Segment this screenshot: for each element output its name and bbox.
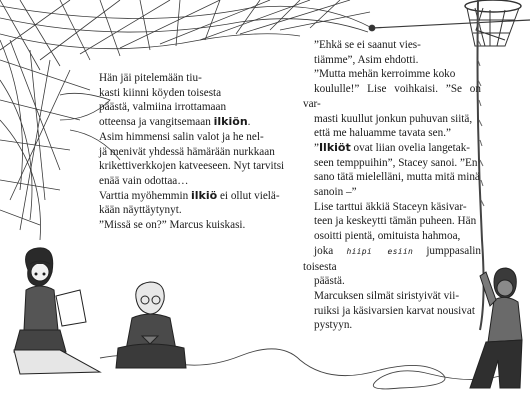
- paragraph: [88, 71, 288, 130]
- text-run: Varttia myöhemmin: [99, 189, 191, 202]
- text-line: [303, 38, 481, 53]
- girl-with-paper: [14, 248, 100, 374]
- text-run: päästä.: [314, 275, 345, 288]
- text-run: sano tätä mielelläni, mutta mitä minä: [314, 171, 480, 184]
- text-line: [303, 244, 481, 274]
- text-line: [303, 289, 481, 304]
- paragraph: [303, 67, 481, 141]
- text-run: masti kuullut jonkun puhuvan siitä,: [314, 112, 473, 125]
- text-run: otteensa ja vangitsemaan: [99, 116, 214, 129]
- text-line: [88, 86, 288, 101]
- text-run: päästä, valmiina irrottamaan: [99, 101, 227, 114]
- text-line: [303, 274, 481, 289]
- text-run: .: [247, 116, 251, 129]
- text-run: koululle!” Lise voihkaisi. ”Se on var-: [303, 83, 481, 110]
- text-run: seen temppuihin”, Stacey sanoi. ”En: [314, 156, 478, 169]
- text-run: pystyyn.: [314, 319, 353, 332]
- text-line: [303, 214, 481, 229]
- text-run: Marcuksen silmät siristyivät vii-: [314, 289, 460, 302]
- boy-with-glasses: [116, 282, 186, 368]
- paragraph: [303, 200, 481, 289]
- text-line: [88, 145, 288, 160]
- text-line: [88, 203, 288, 218]
- paragraph: [303, 289, 481, 333]
- text-run: kasti kiinni köyden toisesta: [99, 86, 222, 99]
- text-run: Asim himmensi salin valot ja he nel-: [99, 130, 264, 143]
- emphasized-word: Ilkiöt: [318, 140, 351, 154]
- text-run: enää vain odottaa…: [99, 174, 189, 187]
- text-line: [88, 71, 288, 86]
- emphasized-word: ilkiön: [213, 115, 248, 129]
- text-line: [88, 115, 288, 130]
- text-run: osoitti pientä, omituista hahmoa,: [314, 230, 461, 243]
- text-line: [88, 130, 288, 145]
- text-run: että me haluamme tavata sen.”: [314, 127, 451, 140]
- text-line: [303, 156, 481, 171]
- text-run: ”: [314, 141, 319, 154]
- text-line: [303, 53, 481, 68]
- text-line: [303, 82, 481, 111]
- text-line: [88, 218, 288, 233]
- text-run: Hän jäi pitelemään tiu-: [99, 72, 202, 84]
- text-line: [303, 185, 481, 200]
- right-page-text: [303, 38, 481, 333]
- text-line: [303, 200, 481, 215]
- text-run: ”Mutta mehän kerroimme koko: [314, 68, 456, 81]
- paragraph: [303, 38, 481, 67]
- text-run: ovat liian ovelia langetak-: [350, 141, 471, 154]
- text-line: [303, 170, 481, 185]
- text-run: Lise tarttui äkkiä Staceyn käsivar-: [314, 200, 467, 213]
- text-line: [88, 100, 288, 115]
- text-line: [303, 304, 481, 319]
- emphasized-word: ilkiö: [190, 188, 218, 202]
- text-run: sanoin –”: [314, 186, 357, 199]
- text-run: ”Missä se on?” Marcus kuiskasi.: [99, 219, 246, 232]
- text-run: ei ollut vielä-: [217, 189, 280, 202]
- text-line: [88, 174, 288, 189]
- text-line: [303, 229, 481, 244]
- text-line: [88, 159, 288, 174]
- text-line: [303, 141, 481, 156]
- text-line: [303, 318, 481, 333]
- text-run: teen ja keskeytti tämän puheen. Hän: [314, 215, 477, 228]
- paragraph: [88, 189, 288, 218]
- text-run: krikettiverkkojen katveeseen. Nyt tarvitsi: [99, 160, 285, 173]
- text-line: [303, 112, 481, 127]
- text-line: [303, 126, 481, 141]
- text-run: jä menivät yhdessä hämärään nurkkaan: [99, 145, 275, 158]
- handwritten-word: hiipi esiin: [346, 246, 414, 256]
- text-run: jumppasalin toisesta: [303, 244, 481, 273]
- paragraph: [88, 130, 288, 189]
- paragraph: [303, 141, 481, 200]
- text-line: [303, 67, 481, 82]
- text-line: [88, 189, 288, 204]
- text-run: tiämme”, Asim ehdotti.: [314, 53, 419, 66]
- text-run: kään näyttäytynyt.: [99, 204, 182, 217]
- text-run: joka: [314, 244, 347, 257]
- text-run: ruiksi ja käsivarsien karvat nousivat: [314, 304, 475, 317]
- paragraph: [88, 218, 288, 233]
- text-run: ”Ehkä se ei saanut vies-: [314, 39, 421, 51]
- left-page-text: [88, 71, 288, 233]
